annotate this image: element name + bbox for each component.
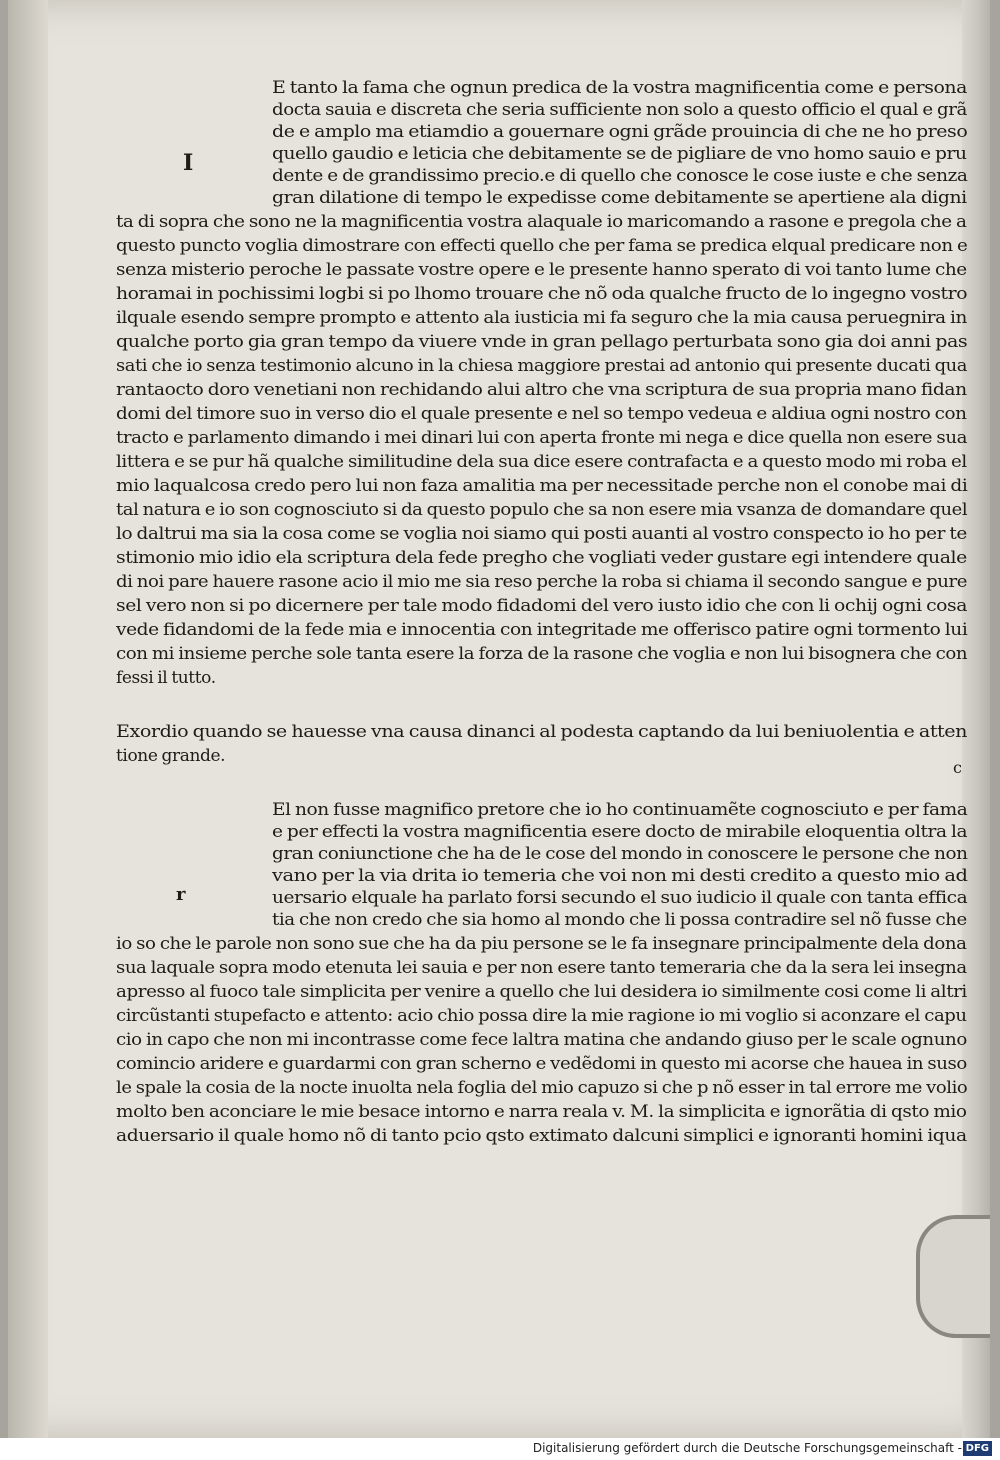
funding-note: Digitalisierung gefördert durch die Deutsche Forschungsgemeinschaft - — [532, 1441, 962, 1455]
text-line: di noi pare hauere rasone acio il mio me sia reso perche la roba si chiama il secondo sangue e pure — [116, 572, 968, 592]
text-line: qualche porto gia gran tempo da viuere vnde in gran pellago perturbata sono gia doi anni pas — [116, 332, 968, 352]
text-line: comincio aridere e guardarmi con gran scherno e vedẽdomi in questo mi acorse che hauea in suso — [116, 1054, 967, 1074]
text-line: sua laquale sopra modo etenuta lei sauia e per non esere tanto temeraria che da la sera lei insegna — [116, 958, 967, 978]
text-line: uersario elquale ha parlato forsi secundo el suo iudicio il quale con tanta effica — [272, 888, 968, 908]
initial-guide-letter: c — [953, 758, 962, 777]
text-line: littera e se pur hã qualche similitudine dela sua dice esere contrafacta e a questo modo mi roba el — [116, 452, 967, 472]
section-heading-line: Exordio quando se hauesse vna causa dinanci al podesta captando da lui beniuolentia e atten — [116, 722, 968, 742]
text-line: molto ben aconciare le mie besace intorno e narra reala v. M. la simplicita e ignorãtia di qsto mio — [116, 1102, 967, 1122]
text-line: tracto e parlamento dimando i mei dinari lui con aperta fronte mi nega e dice quella non esere sua — [116, 428, 968, 448]
text-line: stimonio mio idio ela scriptura dela fede pregho che vogliati veder gustare egi intendere quale — [116, 548, 967, 568]
text-line: docta sauia e discreta che seria sufficiente non solo a questo officio el qual e grã — [272, 100, 967, 120]
text-line: E tanto la fama che ognun predica de la vostra magnificentia come e persona — [272, 78, 967, 98]
text-line: ta di sopra che sono ne la magnificentia vostra alaquale io maricomando a rasone e pregola che a — [116, 212, 967, 232]
footer-bar — [0, 1438, 1000, 1460]
text-line: fessi il tutto. — [116, 668, 216, 688]
text-line: quello gaudio e leticia che debitamente se de pigliare de vno homo sauio e pru — [272, 144, 967, 164]
text-line: lo daltrui ma sia la cosa come se voglia noi siamo qui posti auanti al vostro conspecto io ho per te — [116, 524, 967, 544]
text-line: sati che io senza testimonio alcuno in la chiesa maggiore prestai ad antonio qui presente ducati qua — [116, 356, 968, 376]
text-line: horamai in pochissimi logbi si po lhomo trouare che nõ oda qualche fructo de lo ingegno vostro — [116, 284, 968, 304]
text-line: le spale la cosia de la nocte inuolta nela foglia del mio capuzo si che p nõ esser in tal errore me volio — [116, 1078, 968, 1098]
text-line: sel vero non si po dicernere per tale modo fidadomi del vero iusto idio che con li ochij ogni cosa — [116, 596, 968, 616]
text-line: rantaocto doro venetiani non rechidando alui altro che vna scriptura de sua propria mano fidan — [116, 380, 967, 400]
text-line: gran dilatione di tempo le expedisse come debitamente se apertiene ala digni — [272, 188, 967, 208]
text-line: gran coniunctione che ha de le cose del mondo in conoscere le persone che non — [272, 844, 968, 864]
section-heading-line: tione grande. — [116, 746, 226, 766]
text-line: questo puncto voglia dimostrare con effecti quello che per fama se predica elqual predicare non e — [116, 236, 968, 256]
text-line: tal natura e io son cognosciuto si da questo populo che sa non esere mia vsanza de domandare quel — [116, 500, 968, 520]
text-line: tia che non credo che sia homo al mondo che li possa contradire sel nõ fusse che — [272, 910, 967, 930]
text-line: apresso al fuoco tale simplicita per venire a quello che lui desidera io similmente cosi come li altri — [116, 982, 967, 1002]
text-line: de e amplo ma etiamdio a gouernare ogni grãde prouincia di che ne ho preso — [272, 122, 968, 142]
text-line: vano per la via drita io temeria che voi non mi desti credito a questo mio ad — [272, 866, 968, 886]
text-line: ilquale esendo sempre prompto e attento ala iusticia mi fa seguro che la mia causa peruegnira in — [116, 308, 967, 328]
text-line: El non fusse magnifico pretore che io ho continuamẽte cognosciuto e per fama — [272, 800, 968, 820]
initial-guide-letter: I — [183, 150, 194, 176]
text-line: cio in capo che non mi incontrasse come fece laltra matina che andando giuso per le scale ognuno — [116, 1030, 967, 1050]
text-line: mio laqualcosa credo pero lui non faza amalitia ma per necessitade perche non el conobe mai di — [116, 476, 968, 496]
text-line: dente e de grandissimo precio.e di quello che conosce le cose iuste e che senza — [272, 166, 968, 186]
text-line: con mi insieme perche sole tanta esere la forza de la rasone che voglia e non lui bisognera che con — [116, 644, 968, 664]
initial-guide-letter: r — [176, 884, 186, 905]
text-line: vede fidandomi de la fede mia e innocentia con integritade me offerisco patire ogni tormento lui — [116, 620, 968, 640]
dfg-logo: DFG — [963, 1441, 992, 1456]
text-line: senza misterio peroche le passate vostre opere e le presente hanno sperato di voi tanto lume che — [116, 260, 967, 280]
text-line: aduersario il quale homo nõ di tanto pcio qsto extimato dalcuni simplici e ignoranti homini iqua — [116, 1126, 967, 1146]
text-line: io so che le parole non sono sue che ha da piu persone se le fa insegnare principalmente dela dona — [116, 934, 967, 954]
text-line: e per effecti la vostra magnificentia esere docto de mirabile eloquentia oltra la — [272, 822, 968, 842]
text-line: domi del timore suo in verso dio el quale presente e nel so tempo vedeua e aldiua ogni nostro con — [116, 404, 967, 424]
text-line: circũstanti stupefacto e attento: acio chio possa dire la mie ragione io mi voglio si aconzare el capu — [116, 1006, 967, 1026]
